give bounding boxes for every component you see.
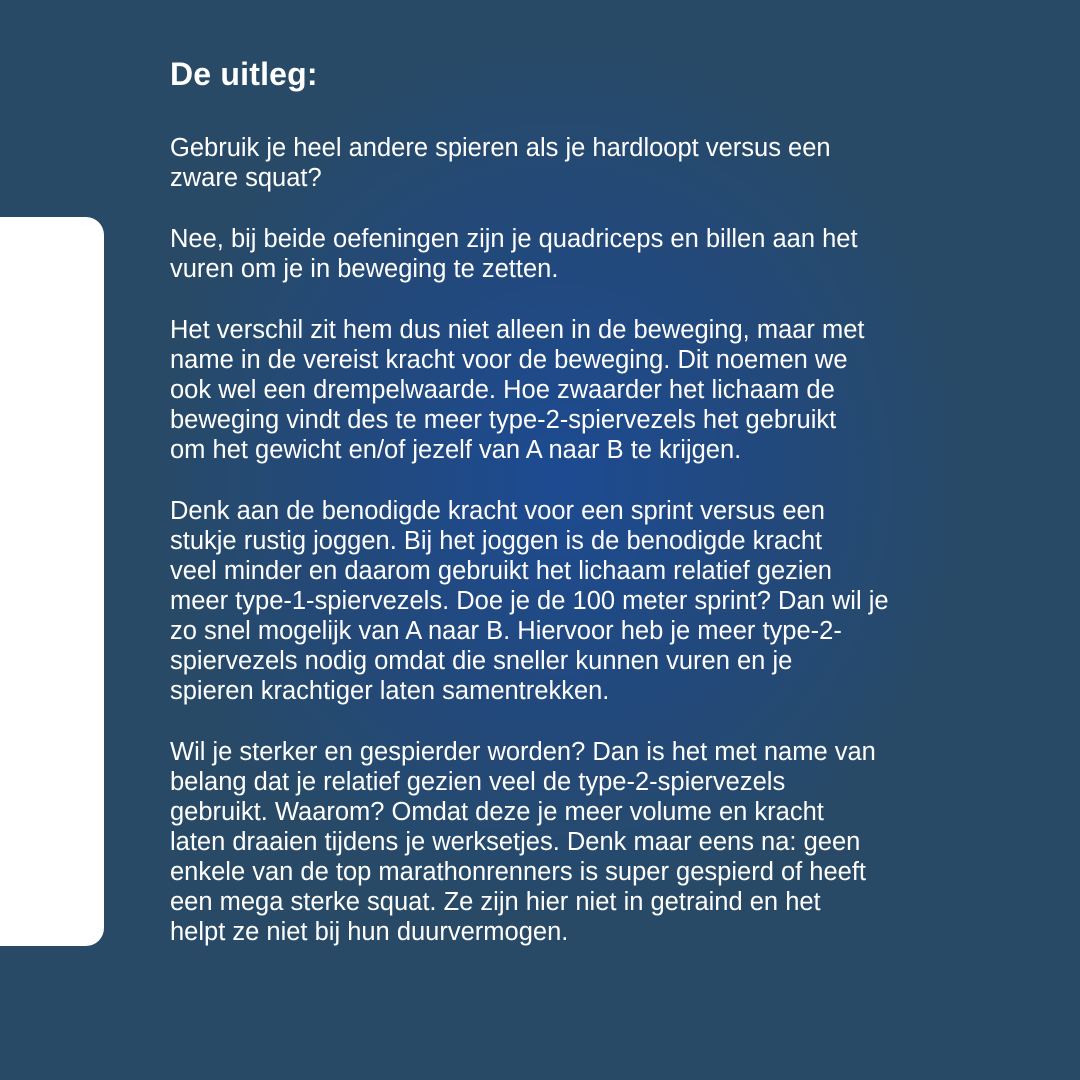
text-line: Het verschil zit hem dus niet alleen in de beweging, maar met bbox=[170, 316, 865, 344]
text-line: zware squat? bbox=[170, 164, 322, 192]
paragraph bbox=[170, 737, 889, 947]
explanation-text bbox=[170, 133, 889, 978]
text-line: Nee, bij beide oefeningen zijn je quadriceps en billen aan het bbox=[170, 225, 858, 253]
text-line: spieren krachtiger laten samentrekken. bbox=[170, 677, 610, 705]
text-line: laten draaien tijdens je werksetjes. Denk maar eens na: geen bbox=[170, 828, 861, 856]
text-line: beweging vindt des te meer type-2-spiervezels het gebruikt bbox=[170, 406, 837, 434]
text-line: meer type-1-spiervezels. Doe je de 100 meter sprint? Dan wil je bbox=[170, 587, 889, 615]
text-line: name in de vereist kracht voor de beweging. Dit noemen we bbox=[170, 346, 848, 374]
text-line: vuren om je in beweging te zetten. bbox=[170, 255, 559, 283]
text-line: veel minder en daarom gebruikt het lichaam relatief gezien bbox=[170, 557, 832, 585]
text-line: helpt ze niet bij hun duurvermogen. bbox=[170, 918, 569, 946]
text-line: zo snel mogelijk van A naar B. Hiervoor heb je meer type-2- bbox=[170, 617, 842, 645]
paragraph bbox=[170, 133, 889, 193]
text-line: ook wel een drempelwaarde. Hoe zwaarder het lichaam de bbox=[170, 376, 835, 404]
text-line: Denk aan de benodigde kracht voor een sprint versus een bbox=[170, 497, 825, 525]
text-line: belang dat je relatief gezien veel de type-2-spiervezels bbox=[170, 768, 786, 796]
text-line: stukje rustig joggen. Bij het joggen is de benodigde kracht bbox=[170, 527, 823, 555]
text-line: spiervezels nodig omdat die sneller kunnen vuren en je bbox=[170, 647, 793, 675]
text-line: een mega sterke squat. Ze zijn hier niet in getraind en het bbox=[170, 888, 821, 916]
paragraph bbox=[170, 224, 889, 284]
paragraph bbox=[170, 315, 889, 465]
white-side-card bbox=[0, 217, 104, 946]
text-line: Gebruik je heel andere spieren als je hardloopt versus een bbox=[170, 134, 831, 162]
text-line: Wil je sterker en gespierder worden? Dan is het met name van bbox=[170, 738, 876, 766]
text-line: enkele van de top marathonrenners is super gespierd of heeft bbox=[170, 858, 867, 886]
text-line: gebruikt. Waarom? Omdat deze je meer volume en kracht bbox=[170, 798, 824, 826]
page-title: De uitleg: bbox=[170, 56, 318, 92]
text-line: om het gewicht en/of jezelf van A naar B te krijgen. bbox=[170, 436, 742, 464]
paragraph bbox=[170, 496, 889, 706]
